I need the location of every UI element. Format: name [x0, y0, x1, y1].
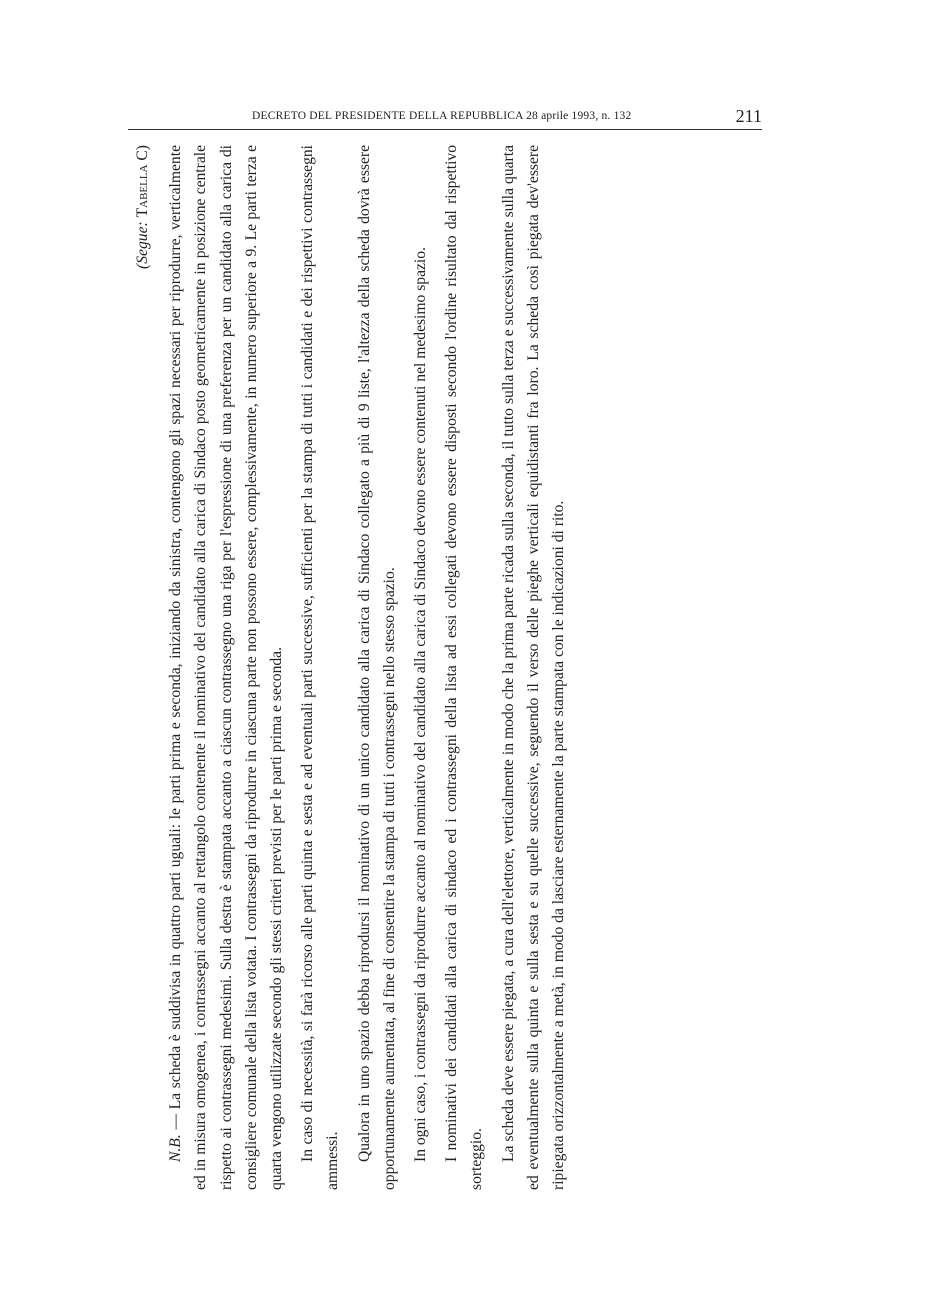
header-rule [128, 129, 762, 130]
segue-table: Tabella C) [134, 145, 151, 218]
paragraph: La scheda deve essere piegata, a cura dell'elettore, verticalmente in modo che la prima parte ricada sulla seconda, il tutto sulla terza e successivamente sulla quarta ed eventualmente sulla quinta e sulla sesta e su quelle successive, seguendo il verso delle pieghe verticali equidistanti fra loro. La scheda così piegata dev'essere ripiegata orizzontalmente a metà, in modo da lasciare esternamente la parte stampata con le indicazioni di rito. [499, 145, 568, 1190]
rotated-text-block [130, 145, 600, 1190]
paragraph-text: — La scheda è suddivisa in quattro parti uguali: le parti prima e seconda, iniziando da sinistra, contengono gli spazi necessari per riprodurre, verticalmente ed in misura omogenea, i contrassegni accanto al rettangolo contenente il nominativo del candidato alla carica di Sindaco posto geometricamente in posizione centrale rispetto ai contrassegni medesimi. Sulla destra è stampata accanto a ciascun contrassegno una riga per l'espressione di una preferenza per un candidato alla carica di consigliere comunale della lista votata. I contrassegni da riprodurre in ciascuna parte non possono essere, complessivamente, in numero superiore a 9. Le parti terza e quarta vengono utilizzate secondo gli stessi criteri previsti per le parti prima e seconda. [167, 145, 286, 1190]
segue-label: (Segue: [134, 221, 151, 269]
rotated-text-area [130, 145, 600, 1190]
nb-label: N.B. [167, 1134, 185, 1162]
paragraph: Qualora in uno spazio debba riprodursi il nominativo di un unico candidato alla carica di Sindaco collegato a più di 9 liste, l'altezza della scheda dovrà essere opportunamente aumentata, al fine di consentire la stampa di tutti i contrassegni nello stesso spazio. [355, 145, 398, 1190]
paragraph: In caso di necessità, si farà ricorso alle parti quinta e sesta e ad eventuali parti successive, sufficienti per la stampa di tutti i candidati e dei rispettivi contrassegni ammessi. [299, 145, 342, 1190]
paragraph-nb [163, 145, 289, 1190]
paragraph: I nominativi dei candidati alla carica di sindaco ed i contrassegni della lista ad essi collegati devono essere disposti secondo l'ordine risultato dal rispettivo sorteggio. [443, 145, 486, 1190]
page-number: 211 [735, 106, 762, 126]
paragraph: In ogni caso, i contrassegni da riprodurre accanto al nominativo del candidato alla carica di Sindaco devono essere contenuti nel medesimo spazio. [412, 247, 430, 1162]
segue-note [130, 145, 155, 1190]
running-head: DECRETO DEL PRESIDENTE DELLA REPUBBLICA 28 aprile 1993, n. 132 [252, 110, 632, 122]
page-header [128, 104, 762, 130]
